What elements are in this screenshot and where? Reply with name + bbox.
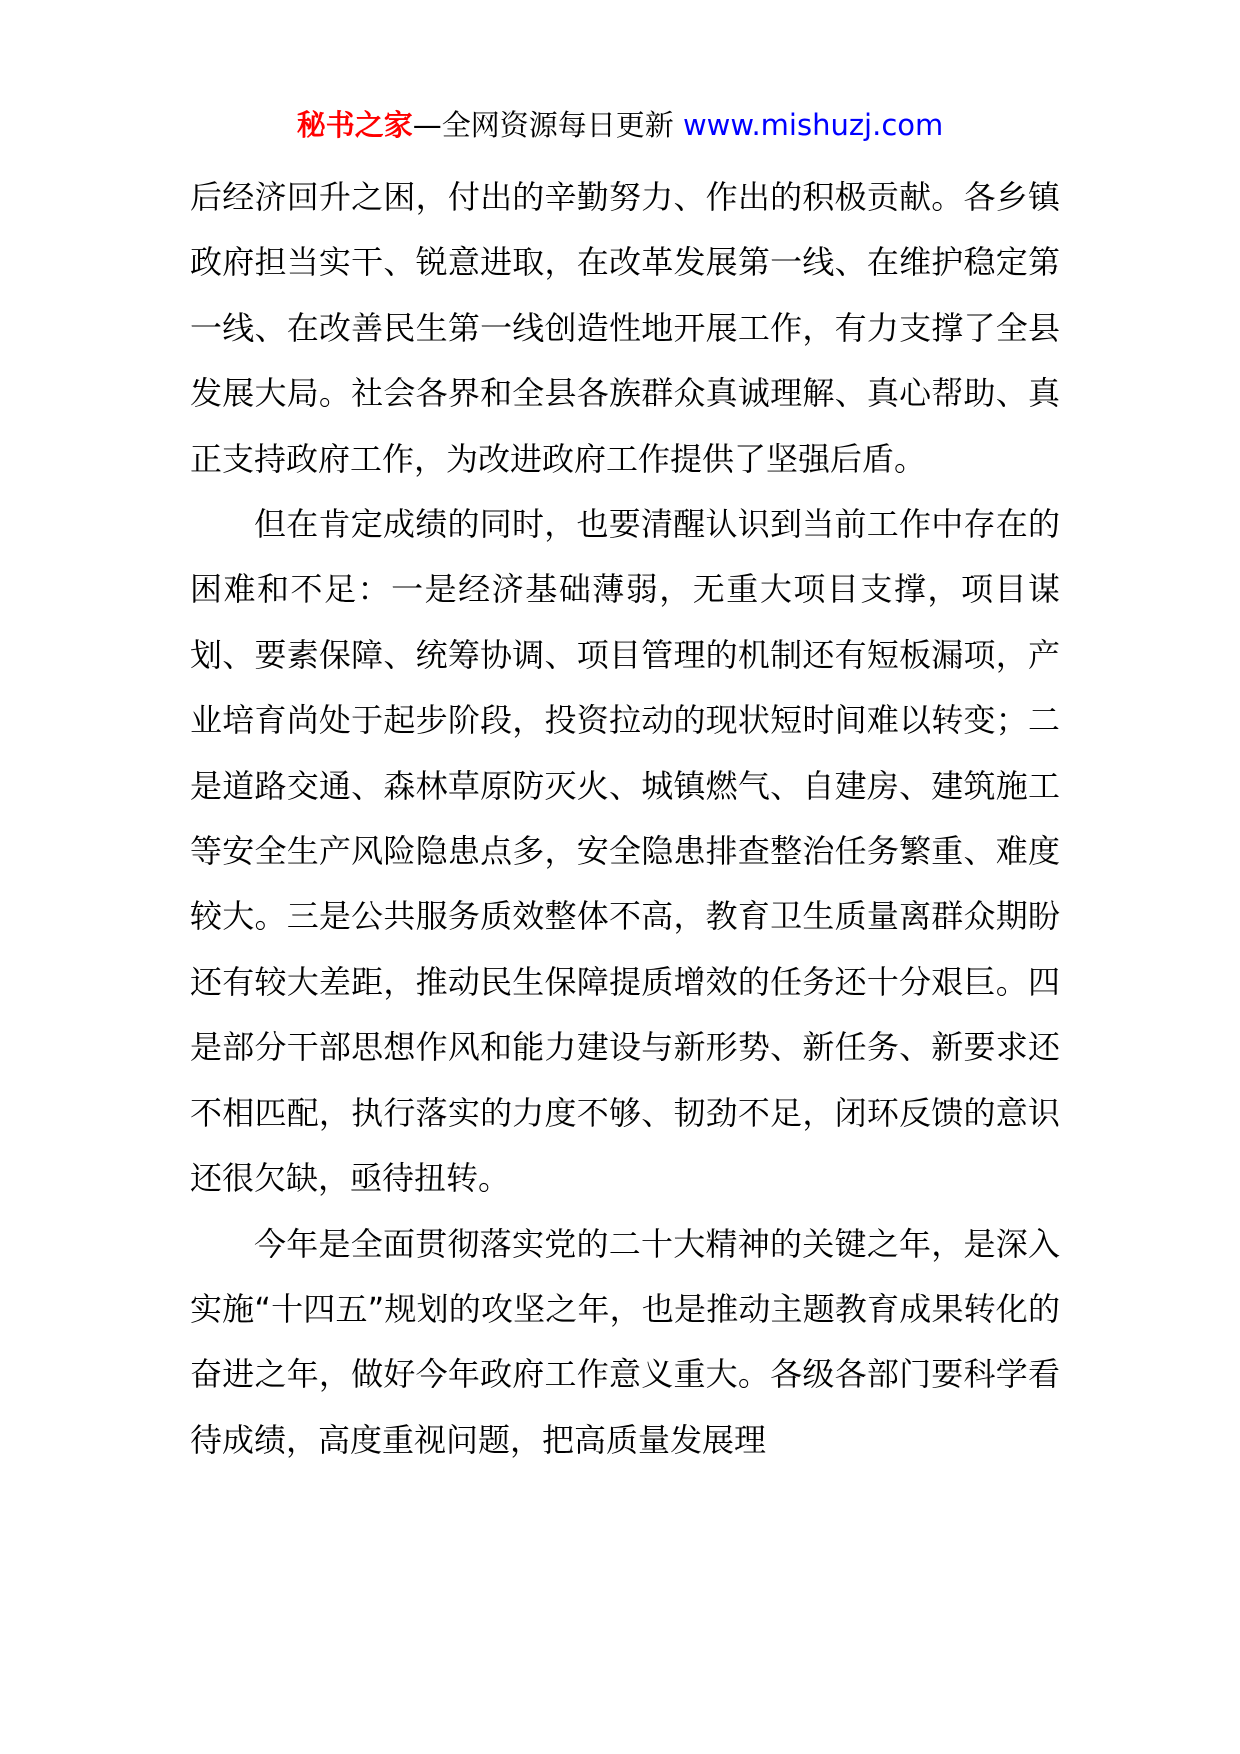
site-brand: 秘书之家 — [296, 108, 413, 142]
document-body — [190, 165, 1060, 1473]
paragraph-3: 今年是全面贯彻落实党的二十大精神的关键之年，是深入实施“十四五”规划的攻坚之年，也是推动主题教育成果转化的奋进之年，做好今年政府工作意义重大。各级各部门要科学看待成绩，高度重视问题，把高质量发展理 — [190, 1224, 1060, 1459]
site-tagline: —全网资源每日更新 — [412, 108, 683, 142]
paragraph-2: 但在肯定成绩的同时，也要清醒认识到当前工作中存在的困难和不足：一是经济基础薄弱，无重大项目支撑，项目谋划、要素保障、统筹协调、项目管理的机制还有短板漏项，产业培育尚处于起步阶段，投资拉动的现状短时间难以转变；二是道路交通、森林草原防灭火、城镇燃气、自建房、建筑施工等安全生产风险隐患点多，安全隐患排查整治任务繁重、难度较大。三是公共服务质效整体不高，教育卫生质量离群众期盼还有较大差距，推动民生保障提质增效的任务还十分艰巨。四是部分干部思想作风和能力建设与新形势、新任务、新要求还不相匹配，执行落实的力度不够、韧劲不足，闭环反馈的意识还很欠缺，亟待扭转。 — [190, 505, 1060, 1198]
site-header — [0, 100, 1240, 150]
paragraph-1: 后经济回升之困，付出的辛勤努力、作出的积极贡献。各乡镇政府担当实干、锐意进取，在改革发展第一线、在维护稳定第一线、在改善民生第一线创造性地开展工作，有力支撑了全县发展大局。社会各界和全县各族群众真诚理解、真心帮助、真正支持政府工作，为改进政府工作提供了坚强后盾。 — [190, 178, 1060, 478]
site-url-link[interactable]: www.mishuzj.com — [682, 108, 944, 142]
